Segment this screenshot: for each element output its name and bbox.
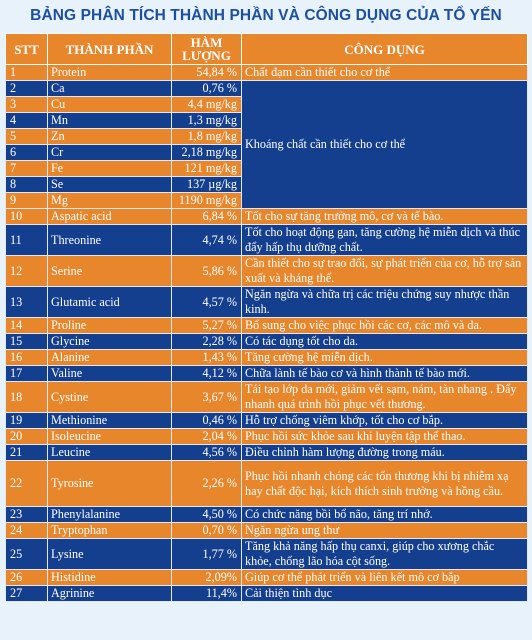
cell-use: Cần thiết cho sự trao đổi, sự phát triển của cơ, hỗ trợ sản xuất và kháng thể. xyxy=(242,256,528,287)
table-row xyxy=(6,334,528,350)
table-row xyxy=(6,366,528,382)
cell-name: Agrinine xyxy=(48,586,172,602)
cell-stt: 1 xyxy=(6,65,48,81)
cell-name: Mg xyxy=(48,193,172,209)
composition-table xyxy=(5,33,528,602)
cell-stt: 21 xyxy=(6,445,48,461)
cell-stt: 27 xyxy=(6,586,48,602)
cell-stt: 15 xyxy=(6,334,48,350)
cell-stt: 5 xyxy=(6,129,48,145)
cell-name: Se xyxy=(48,177,172,193)
cell-name: Serine xyxy=(48,256,172,287)
cell-name: Glycine xyxy=(48,334,172,350)
cell-use: Tăng cường hệ miễn dịch. xyxy=(242,350,528,366)
cell-use: Điều chỉnh hàm lượng đường trong máu. xyxy=(242,445,528,461)
cell-amount: 2,28 % xyxy=(172,334,242,350)
cell-use: Chữa lành tế bào cơ và hình thành tế bào mới. xyxy=(242,366,528,382)
cell-name: Alanine xyxy=(48,350,172,366)
cell-amount: 4,57 % xyxy=(172,287,242,318)
cell-use: Tăng khả năng hấp thụ canxi, giúp cho xương chắc khỏe, chống lão hóa cột sống. xyxy=(242,539,528,570)
table-row xyxy=(6,507,528,523)
cell-stt: 8 xyxy=(6,177,48,193)
cell-stt: 22 xyxy=(6,461,48,507)
cell-name: Cu xyxy=(48,97,172,113)
cell-name: Mn xyxy=(48,113,172,129)
cell-name: Tyrosine xyxy=(48,461,172,507)
cell-name: Fe xyxy=(48,161,172,177)
table-row xyxy=(6,539,528,570)
table-row xyxy=(6,65,528,81)
header-amount-label: HÀM LƯỢNG xyxy=(182,35,231,63)
table-row xyxy=(6,256,528,287)
cell-stt: 14 xyxy=(6,318,48,334)
table-row xyxy=(6,350,528,366)
page-title: BẢNG PHÂN TÍCH THÀNH PHẦN VÀ CÔNG DỤNG CỦA TỔ YẾN xyxy=(30,7,502,24)
cell-stt: 26 xyxy=(6,570,48,586)
table-row xyxy=(6,413,528,429)
header-name: THÀNH PHẦN xyxy=(48,34,172,65)
cell-stt: 19 xyxy=(6,413,48,429)
cell-name: Glutamic acid xyxy=(48,287,172,318)
cell-stt: 9 xyxy=(6,193,48,209)
table-row xyxy=(6,461,528,507)
cell-stt: 3 xyxy=(6,97,48,113)
table-row xyxy=(6,586,528,602)
cell-use: Có chức năng bồi bổ não, tăng trí nhớ. xyxy=(242,507,528,523)
header-row xyxy=(6,34,528,65)
cell-name: Threonine xyxy=(48,225,172,256)
cell-amount: 3,67 % xyxy=(172,382,242,413)
cell-stt: 13 xyxy=(6,287,48,318)
cell-amount: 6,84 % xyxy=(172,209,242,225)
cell-stt: 23 xyxy=(6,507,48,523)
cell-amount: 1,3 mg/kg xyxy=(172,113,242,129)
cell-use: Ngăn ngừa và chữa trị các triệu chứng suy nhược thần kinh. xyxy=(242,287,528,318)
table-row xyxy=(6,570,528,586)
cell-amount: 5,27 % xyxy=(172,318,242,334)
header-amount xyxy=(172,34,242,65)
table-row xyxy=(6,225,528,256)
cell-amount: 4,4 mg/kg xyxy=(172,97,242,113)
cell-use: Phục hồi nhanh chóng các tổn thương khi bị nhiễm xạ hay chất độc hại, kích thích sinh trưởng và hồng cầu. xyxy=(242,461,528,507)
cell-use: Ngăn ngừa ung thư xyxy=(242,523,528,539)
cell-name: Aspatic acid xyxy=(48,209,172,225)
cell-amount: 137 µg/kg xyxy=(172,177,242,193)
cell-use: Bổ sung cho việc phục hồi các cơ, các mô và da. xyxy=(242,318,528,334)
cell-amount: 121 mg/kg xyxy=(172,161,242,177)
cell-stt: 12 xyxy=(6,256,48,287)
cell-amount: 1190 mg/kg xyxy=(172,193,242,209)
cell-name: Valine xyxy=(48,366,172,382)
table-row xyxy=(6,318,528,334)
cell-amount: 4,12 % xyxy=(172,366,242,382)
table-row xyxy=(6,81,528,97)
cell-stt: 10 xyxy=(6,209,48,225)
table-row xyxy=(6,445,528,461)
cell-name: Cystine xyxy=(48,382,172,413)
cell-name: Zn xyxy=(48,129,172,145)
cell-amount: 4,50 % xyxy=(172,507,242,523)
cell-amount: 2,18 mg/kg xyxy=(172,145,242,161)
cell-stt: 11 xyxy=(6,225,48,256)
cell-amount: 54,84 % xyxy=(172,65,242,81)
cell-amount: 4,74 % xyxy=(172,225,242,256)
cell-use: Tốt cho hoạt động gan, tăng cường hệ miễn dịch và thúc đẩy hấp thụ dưỡng chất. xyxy=(242,225,528,256)
cell-amount: 0,70 % xyxy=(172,523,242,539)
cell-use: Phục hồi sức khỏe sau khi luyện tập thể thao. xyxy=(242,429,528,445)
table-row xyxy=(6,429,528,445)
cell-stt: 20 xyxy=(6,429,48,445)
cell-amount: 5,86 % xyxy=(172,256,242,287)
table-row xyxy=(6,287,528,318)
cell-amount: 0,46 % xyxy=(172,413,242,429)
cell-name: Isoleucine xyxy=(48,429,172,445)
table-row xyxy=(6,382,528,413)
cell-name: Leucine xyxy=(48,445,172,461)
cell-stt: 2 xyxy=(6,81,48,97)
cell-amount: 4,56 % xyxy=(172,445,242,461)
cell-amount: 11,4% xyxy=(172,586,242,602)
cell-stt: 25 xyxy=(6,539,48,570)
cell-use: Có tác dụng tốt cho da. xyxy=(242,334,528,350)
cell-name: Lysine xyxy=(48,539,172,570)
cell-use: Cải thiện tình dục xyxy=(242,586,528,602)
cell-amount: 0,76 % xyxy=(172,81,242,97)
cell-amount: 1,77 % xyxy=(172,539,242,570)
cell-name: Protein xyxy=(48,65,172,81)
cell-amount: 2,04 % xyxy=(172,429,242,445)
cell-amount: 2,09% xyxy=(172,570,242,586)
cell-stt: 6 xyxy=(6,145,48,161)
cell-name: Ca xyxy=(48,81,172,97)
cell-name: Cr xyxy=(48,145,172,161)
cell-stt: 7 xyxy=(6,161,48,177)
cell-stt: 16 xyxy=(6,350,48,366)
cell-stt: 4 xyxy=(6,113,48,129)
cell-use: Giúp cơ thể phát triển và liên kết mô cơ bắp xyxy=(242,570,528,586)
cell-name: Methionine xyxy=(48,413,172,429)
cell-amount: 1,43 % xyxy=(172,350,242,366)
cell-use: Hỗ trợ chống viêm khớp, tốt cho cơ bắp. xyxy=(242,413,528,429)
cell-name: Tryptophan xyxy=(48,523,172,539)
cell-name: Proline xyxy=(48,318,172,334)
cell-use: Tốt cho sự tăng trưởng mô, cơ và tế bào. xyxy=(242,209,528,225)
cell-stt: 24 xyxy=(6,523,48,539)
cell-name: Histidine xyxy=(48,570,172,586)
cell-stt: 17 xyxy=(6,366,48,382)
table-row xyxy=(6,209,528,225)
cell-amount: 2,26 % xyxy=(172,461,242,507)
header-stt: STT xyxy=(6,34,48,65)
cell-stt: 18 xyxy=(6,382,48,413)
cell-amount: 1,8 mg/kg xyxy=(172,129,242,145)
cell-use: Chất đạm cần thiết cho cơ thể xyxy=(242,65,528,81)
table-row xyxy=(6,523,528,539)
cell-use-merged: Khoáng chất cần thiết cho cơ thể xyxy=(242,81,528,209)
cell-use: Tái tạo lớp da mới, giảm vết sạm, nám, tàn nhang . Đẩy nhanh quá trình hồi phục vết thương. xyxy=(242,382,528,413)
cell-name: Phenylalanine xyxy=(48,507,172,523)
header-use: CÔNG DỤNG xyxy=(242,34,528,65)
